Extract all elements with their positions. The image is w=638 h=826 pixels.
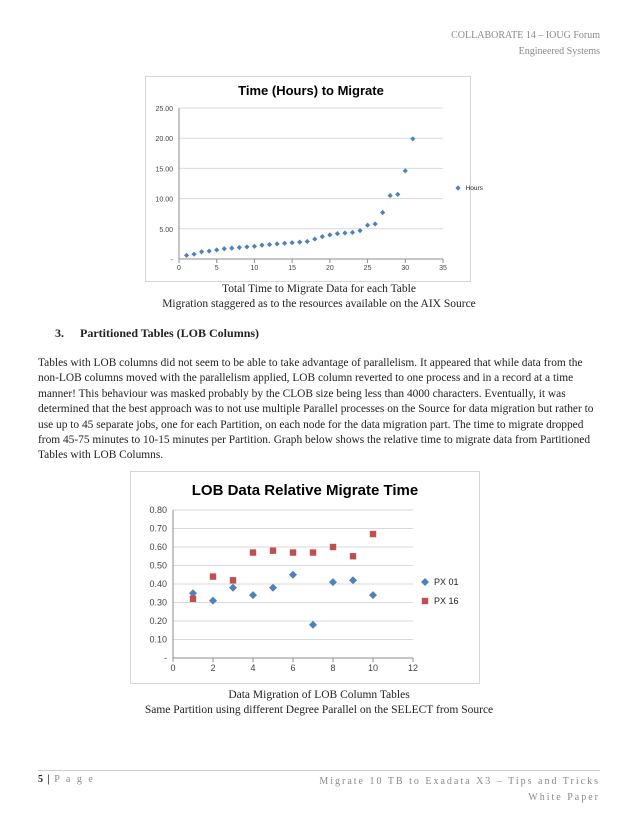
data-point (199, 249, 204, 254)
y-tick-label: 0.60 (149, 542, 167, 552)
data-point (210, 573, 216, 579)
x-tick-label: 5 (214, 265, 219, 272)
y-tick-label: - (164, 653, 167, 663)
data-point (289, 571, 297, 579)
data-point (207, 249, 212, 254)
data-point (237, 245, 242, 250)
data-point (290, 549, 296, 555)
x-tick-label: 8 (330, 663, 336, 673)
data-point (269, 584, 277, 592)
x-tick-label: 0 (177, 265, 181, 272)
data-point (370, 531, 376, 537)
page-header (451, 28, 600, 60)
chart-time-to-migrate-svg (146, 77, 483, 281)
x-tick-label: 2 (210, 663, 216, 673)
chart2-caption-line2: Same Partition using different Degree Parallel on the SELECT from Source (144, 704, 494, 716)
data-point (380, 210, 385, 215)
x-tick-label: 4 (250, 663, 256, 673)
data-point (250, 549, 256, 555)
data-point (388, 193, 393, 198)
chart-lob-relative-time-svg (131, 472, 479, 683)
data-point (310, 549, 316, 555)
x-tick-label: 15 (288, 265, 297, 272)
legend-label: PX 01 (434, 577, 459, 587)
y-tick-label: 5.00 (159, 226, 173, 234)
footer-title-line2: White Paper (528, 792, 600, 803)
section-number: 3. (55, 326, 64, 340)
data-point (350, 553, 356, 559)
data-point (329, 578, 337, 586)
y-tick-label: 0.30 (149, 597, 167, 608)
data-point (244, 244, 249, 249)
footer-doc-title (319, 774, 600, 806)
y-tick-label: 0.40 (149, 579, 167, 589)
chart1-caption (0, 282, 638, 312)
x-tick-label: 0 (170, 663, 176, 673)
header-line-2: Engineered Systems (518, 46, 600, 57)
page-separator: | (47, 774, 50, 785)
data-point (229, 246, 234, 251)
data-point (395, 192, 400, 197)
header-line-1: COLLABORATE 14 – IOUG Forum (451, 30, 600, 41)
data-point (373, 221, 378, 226)
page-word: P a g e (54, 774, 95, 785)
data-point (230, 577, 236, 583)
y-tick-label: 0.50 (149, 560, 167, 571)
data-point (222, 246, 227, 251)
data-point (350, 230, 355, 235)
legend-label: Hours (465, 185, 483, 193)
section-title: Partitioned Tables (LOB Columns) (80, 326, 260, 340)
x-tick-label: 35 (439, 265, 447, 272)
data-point (229, 584, 237, 592)
data-point (184, 253, 189, 258)
data-point (365, 223, 370, 228)
y-tick-label: - (170, 257, 173, 264)
data-point (290, 240, 295, 245)
legend-marker (421, 578, 429, 586)
y-tick-label: 0.20 (149, 616, 167, 626)
y-tick-label: 0.70 (149, 523, 167, 534)
y-tick-label: 0.10 (149, 634, 167, 645)
legend-label: PX 16 (434, 596, 459, 606)
chart2-caption (0, 688, 638, 718)
x-tick-label: 30 (401, 265, 410, 272)
x-tick-label: 25 (363, 265, 372, 272)
chart-title: LOB Data Relative Migrate Time (191, 482, 419, 499)
x-tick-label: 20 (325, 265, 334, 272)
footer-title-line1: Migrate 10 TB to Exadata X3 – Tips and Tricks (319, 776, 600, 787)
body-paragraph: Tables with LOB columns did not seem to be able to take advantage of parallelism. It appeared that while data from the non-LOB columns moved with the parallelism applied, LOB column reverted to one process and in a record at a time manner! This behaviour was masked probably by the CLOB size being less than 4000 characters. Eventually, it was determined that the best approach was to not use multiple Parallel processes on the Source for data migration but rather to use up to 45 separate jobs, one for each Partition, on each node for the data migration part. The time to migrate dropped from 45-75 minutes to 10-15 minutes per Partition. Graph below shows the relative time to migrate data from Partitioned Tables with LOB Columns. (38, 357, 594, 462)
y-tick-label: 10.00 (155, 196, 173, 204)
footer-page (38, 774, 95, 785)
y-tick-label: 15.00 (155, 166, 173, 174)
chart1-caption-line1: Total Time to Migrate Data for each Table (222, 283, 416, 295)
data-point (191, 252, 196, 257)
data-point (209, 597, 217, 605)
x-tick-label: 10 (367, 663, 379, 673)
data-point (259, 243, 264, 248)
page-number: 5 (38, 774, 43, 785)
x-tick-label: 6 (290, 663, 296, 673)
data-point (349, 576, 357, 584)
data-point (369, 591, 377, 599)
data-point (274, 241, 279, 246)
chart-title: Time (Hours) to Migrate (238, 83, 384, 98)
data-point (320, 234, 325, 239)
x-tick-label: 10 (250, 265, 259, 272)
section-heading (55, 326, 259, 341)
footer-divider (38, 770, 600, 771)
chart-lob-relative-time (130, 471, 480, 684)
data-point (267, 242, 272, 247)
y-tick-label: 25.00 (155, 106, 173, 113)
data-point (342, 230, 347, 235)
data-point (327, 232, 332, 237)
data-point (190, 596, 196, 602)
y-tick-label: 20.00 (155, 136, 173, 144)
chart1-caption-line2: Migration staggered as to the resources available on the AIX Source (162, 298, 476, 310)
data-point (309, 621, 317, 629)
data-point (410, 136, 415, 141)
x-tick-label: 12 (407, 663, 419, 673)
legend-marker (422, 598, 428, 604)
chart2-caption-line1: Data Migration of LOB Column Tables (228, 689, 410, 701)
data-point (252, 244, 257, 249)
data-point (214, 247, 219, 252)
data-point (305, 239, 310, 244)
data-point (249, 591, 257, 599)
chart-time-to-migrate (145, 76, 483, 282)
legend-marker (455, 185, 460, 190)
data-point (403, 168, 408, 173)
data-point (330, 544, 336, 550)
data-point (282, 241, 287, 246)
y-tick-label: 0.80 (149, 505, 167, 515)
data-point (297, 239, 302, 244)
data-point (312, 236, 317, 241)
data-point (270, 548, 276, 554)
data-point (335, 231, 340, 236)
